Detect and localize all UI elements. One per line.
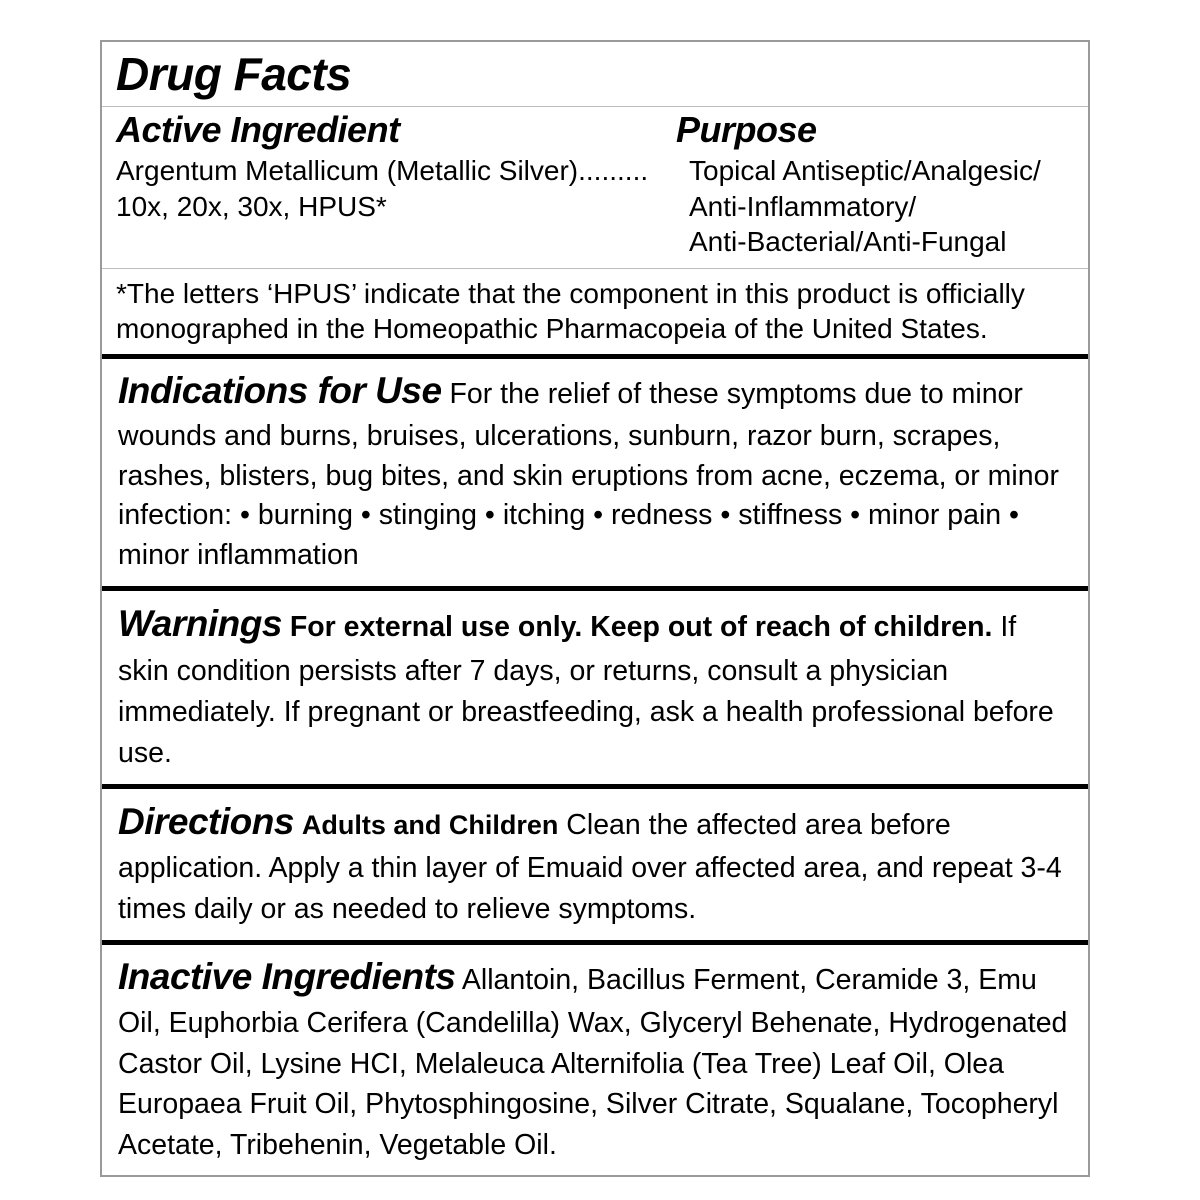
directions-section: [102, 789, 1088, 940]
indications-section: [102, 359, 1088, 586]
purpose-line1: Topical Antiseptic/Analgesic/: [689, 155, 1041, 187]
inactive-ingredients-section: [102, 945, 1088, 1175]
indications-text: For the relief of these symptoms due to minor wounds and burns, bruises, ulcerations, sunburn, razor burn, scrapes, rashes, blisters, bug bites, and skin eruptions from acne, eczema, or minor infection: • burning • stinging • itching • redness • stiffness • minor pain • minor inflammation: [118, 377, 1059, 572]
inactive-ingredients-heading: Inactive Ingredients: [118, 955, 456, 997]
panel-title: Drug Facts: [116, 48, 352, 100]
indications-heading: Indications for Use: [118, 369, 442, 411]
directions-subheading: Adults and Children: [301, 809, 559, 840]
warnings-heading: Warnings: [118, 603, 282, 645]
directions-text: Clean the affected area before application. Apply a thin layer of Emuaid over affected area, and repeat 3-4 times daily or as needed to relieve symptoms.: [118, 808, 1062, 925]
purpose-line3: Anti-Bacterial/Anti-Fungal: [689, 226, 1007, 258]
warnings-bold-text: For external use only. Keep out of reach of children.: [289, 611, 993, 644]
active-ingredient-line1: Argentum Metallicum (Metallic Silver).........: [116, 155, 649, 187]
active-ingredient-value: [116, 153, 689, 224]
inactive-ingredients-text: Allantoin, Bacillus Ferment, Ceramide 3, Emu Oil, Euphorbia Cerifera (Candelilla) Wax, Glyceryl Behenate, Hydrogenated Castor Oil, Lysine HCI, Melaleuca Alternifolia (Tea Tree) Leaf Oil, Olea Europaea Fruit Oil, Phytosphingosine, Silver Citrate, Squalane, Tocopheryl Acetate, Tribehenin, Vegetable Oil.: [118, 963, 1068, 1161]
active-ingredient-header-row: [102, 107, 1088, 152]
purpose-header: Purpose: [676, 108, 817, 150]
drug-facts-panel: [100, 40, 1090, 1177]
directions-heading: Directions: [118, 800, 294, 842]
warnings-section: [102, 591, 1088, 783]
active-ingredient-header: Active Ingredient: [116, 108, 400, 150]
purpose-line2: Anti-Inflammatory/: [689, 190, 917, 222]
hpus-footnote: *The letters ‘HPUS’ indicate that the component in this product is officially monographed in the Homeopathic Pharmacopeia of the United States.: [116, 277, 1025, 344]
active-ingredient-body-row: [102, 151, 1088, 268]
active-ingredient-line2: 10x, 20x, 30x, HPUS*: [116, 190, 387, 222]
warnings-text: If skin condition persists after 7 days, or returns, consult a physician immediately. If pregnant or breastfeeding, ask a health professional before use.: [118, 611, 1054, 769]
purpose-value: [689, 153, 1074, 260]
